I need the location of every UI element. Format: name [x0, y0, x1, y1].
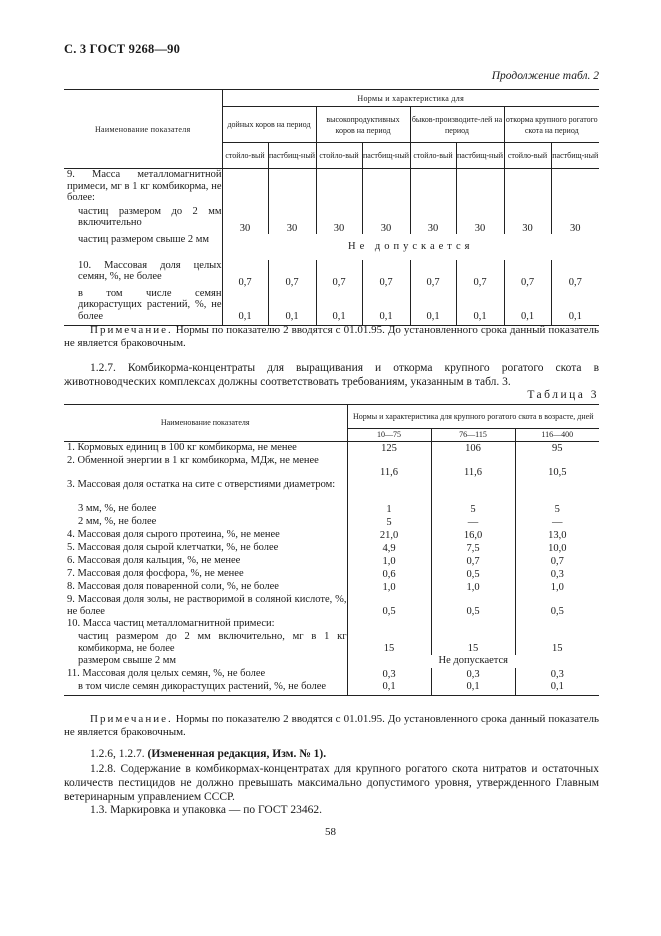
- table-row: [64, 618, 599, 631]
- col-header-norms: Нормы и характеристика для: [222, 90, 599, 107]
- page-number: 58: [325, 826, 336, 838]
- cell: 1,0: [347, 555, 431, 568]
- table-row: [64, 668, 599, 681]
- sub-header: пастбищ-ный: [456, 143, 504, 169]
- cell: 16,0: [431, 529, 515, 542]
- row-label: частиц размером до 2 мм включительно: [78, 205, 222, 228]
- cell: 0,1: [515, 681, 599, 696]
- cell: 0,5: [431, 594, 515, 618]
- cell: 0,6: [347, 568, 431, 581]
- cell: —: [515, 516, 599, 529]
- table-row: [64, 542, 599, 555]
- cell: 0,7: [504, 260, 551, 288]
- table-3: [64, 404, 599, 696]
- cell: [347, 479, 431, 503]
- cell: 0,7: [551, 260, 599, 288]
- cell: —: [431, 516, 515, 529]
- table-row: [64, 555, 599, 568]
- cell: [347, 618, 431, 631]
- merged-cell: Не допускается: [347, 655, 599, 668]
- row-label: 8. Массовая доля поваренной соли, %, не более: [67, 580, 279, 592]
- edit-note: (Измененная редакция, Изм. № 1).: [147, 748, 327, 760]
- edit-ref: 1.2.6, 1.2.7.: [90, 748, 148, 760]
- age-header: 116—400: [515, 429, 599, 442]
- table-row: [64, 631, 599, 655]
- cell: 0,3: [431, 668, 515, 681]
- cell: 30: [410, 206, 456, 234]
- group-header: высокопродуктивных коров на период: [316, 107, 410, 143]
- cell: 5: [347, 516, 431, 529]
- cell: 15: [347, 631, 431, 655]
- row-label: 11. Массовая доля целых семян, %, не более: [67, 667, 266, 679]
- paragraph-edit: [64, 747, 599, 761]
- sub-header: пастбищ-ный: [551, 143, 599, 169]
- cell: 13,0: [515, 529, 599, 542]
- sub-header: пастбищ-ный: [268, 143, 316, 169]
- row-label: в том числе семян дикорастущих растений, %, не более: [64, 288, 222, 326]
- table-row: [64, 169, 599, 206]
- table-row: [64, 581, 599, 594]
- cell: 0,3: [347, 668, 431, 681]
- cell: 0,7: [431, 555, 515, 568]
- cell: 0,1: [431, 681, 515, 696]
- sub-header: стойло-вый: [410, 143, 456, 169]
- cell: 0,1: [456, 288, 504, 326]
- cell: 0,1: [316, 288, 362, 326]
- group-header: быков-производите-лей на период: [410, 107, 504, 143]
- cell: 15: [431, 631, 515, 655]
- cell: 0,7: [268, 260, 316, 288]
- cell: 0,7: [362, 260, 410, 288]
- cell: 5: [515, 503, 599, 516]
- cell: 30: [362, 206, 410, 234]
- cell: 0,7: [222, 260, 268, 288]
- paragraph-1-2-8: 1.2.8. Содержание в комбикормах-концентратах для крупного рогатого скота нитратов и остаточных количеств пестицидов не должно превышать максимально допустимого уровня, утвержденного Главным ветеринарным управлением СССР.: [64, 763, 599, 803]
- row-label: 3. Массовая доля остатка на сите с отверстиями диаметром:: [67, 478, 336, 490]
- table-row: [64, 568, 599, 581]
- cell: 0,3: [515, 568, 599, 581]
- row-label: 2. Обменной энергии в 1 кг комбикорма, МДж, не менее: [67, 454, 319, 466]
- row-label: 9. Масса металломагнитной примеси, мг в 1 кг комбикорма, не более:: [67, 169, 222, 203]
- table-row: [64, 206, 599, 234]
- cell: 0,5: [515, 594, 599, 618]
- cell: 7,5: [431, 542, 515, 555]
- cell: 21,0: [347, 529, 431, 542]
- sub-header: стойло-вый: [222, 143, 268, 169]
- row-label: частиц размером до 2 мм включительно, мг в 1 кг комбикорма, не более: [78, 630, 347, 654]
- cell: 30: [222, 206, 268, 234]
- cell: 30: [504, 206, 551, 234]
- sub-header: пастбищ-ный: [362, 143, 410, 169]
- col-header-name: Наименование показателя: [64, 90, 222, 169]
- sub-header: стойло-вый: [316, 143, 362, 169]
- cell: 0,1: [504, 288, 551, 326]
- col-header-name: Наименование показателя: [64, 405, 347, 442]
- cell: 0,7: [456, 260, 504, 288]
- table-row: [64, 479, 599, 503]
- cell: 1,0: [431, 581, 515, 594]
- group-header: дойных коров на период: [222, 107, 316, 143]
- table-row: [64, 442, 599, 455]
- cell: 0,1: [551, 288, 599, 326]
- table-3-note: [64, 713, 599, 739]
- cell: 0,1: [362, 288, 410, 326]
- table-row: [64, 655, 599, 668]
- cell: 1,0: [515, 581, 599, 594]
- note-text: Нормы по показателю 2 вводятся с 01.01.95. До установленного срока данный показатель не является браковочным.: [64, 713, 599, 738]
- cell: 5: [431, 503, 515, 516]
- age-header: 10—75: [347, 429, 431, 442]
- cell: 0,1: [268, 288, 316, 326]
- note-text: Нормы по показателю 2 вводятся с 01.01.95. До установленного срока данный показатель не является браковочным.: [64, 324, 599, 349]
- cell: 0,1: [222, 288, 268, 326]
- cell: 1,0: [347, 581, 431, 594]
- cell: 125: [347, 442, 431, 455]
- row-label: 5. Массовая доля сырой клетчатки, %, не более: [67, 541, 279, 553]
- cell: 30: [456, 206, 504, 234]
- cell: 95: [515, 442, 599, 455]
- cell: 0,1: [410, 288, 456, 326]
- paragraph-1-3: 1.3. Маркировка и упаковка — по ГОСТ 23462.: [90, 804, 323, 816]
- cell: 11,6: [347, 455, 431, 479]
- table-row: [64, 455, 599, 479]
- cell: [515, 479, 599, 503]
- note-label: Примечание.: [90, 713, 173, 725]
- cell: 0,1: [347, 681, 431, 696]
- cell: 10,0: [515, 542, 599, 555]
- cell: 0,7: [410, 260, 456, 288]
- row-label: 9. Массовая доля золы, не растворимой в соляной кислоте, %, не более: [67, 593, 347, 617]
- table-row: [64, 503, 599, 516]
- col-header-norms: Нормы и характеристика для крупного рогатого скота в возрасте, дней: [347, 405, 599, 429]
- row-label: 7. Массовая доля фосфора, %, не менее: [67, 567, 244, 579]
- cell: 30: [551, 206, 599, 234]
- row-label: 10. Массовая доля целых семян, %, не более: [78, 259, 222, 282]
- row-label: 1. Кормовых единиц в 100 кг комбикорма, не менее: [67, 442, 297, 453]
- row-label: 4. Массовая доля сырого протеина, %, не менее: [67, 528, 280, 540]
- cell: 0,5: [431, 568, 515, 581]
- table-row: [64, 516, 599, 529]
- cell: 10,5: [515, 455, 599, 479]
- row-label: 2 мм, %, не более: [78, 515, 157, 527]
- table-row: [64, 260, 599, 288]
- table-row: [64, 594, 599, 618]
- age-header: 76—115: [431, 429, 515, 442]
- merged-cell: Не допускается: [222, 234, 599, 260]
- sub-header: стойло-вый: [504, 143, 551, 169]
- row-label: частиц размером свыше 2 мм: [78, 233, 210, 245]
- cell: 30: [316, 206, 362, 234]
- table-row: [64, 288, 599, 326]
- table-2-note: [64, 324, 599, 350]
- row-label: 6. Массовая доля кальция, %, не менее: [67, 554, 241, 566]
- paragraph-1-2-7: 1.2.7. Комбикорма-концентраты для выращивания и откорма крупного рогатого скота в животноводческих комплексах должны соответствовать требованиям, указанным в табл. 3.: [64, 362, 599, 388]
- cell: [431, 618, 515, 631]
- group-header: откорма крупного рогатого скота на период: [504, 107, 599, 143]
- table-row: [64, 681, 599, 696]
- table-3-caption: Таблица 3: [527, 389, 599, 401]
- cell: 0,5: [347, 594, 431, 618]
- page-header: С. 3 ГОСТ 9268—90: [64, 42, 181, 56]
- row-label: 3 мм, %, не более: [78, 502, 157, 514]
- table-continuation-label: Продолжение табл. 2: [491, 70, 599, 82]
- cell: 15: [515, 631, 599, 655]
- cell: 0,7: [515, 555, 599, 568]
- cell: 30: [268, 206, 316, 234]
- cell: 106: [431, 442, 515, 455]
- cell: 0,3: [515, 668, 599, 681]
- row-label: в том числе семян дикорастущих растений, %, не более: [64, 681, 347, 696]
- row-label: 10. Масса частиц металломагнитной примеси:: [67, 617, 275, 629]
- cell: [431, 479, 515, 503]
- table-2: [64, 89, 599, 326]
- cell: [515, 618, 599, 631]
- cell: 11,6: [431, 455, 515, 479]
- cell: 1: [347, 503, 431, 516]
- row-label: размером свыше 2 мм: [78, 654, 176, 666]
- table-row: [64, 234, 599, 260]
- cell: 0,7: [316, 260, 362, 288]
- table-row: [64, 529, 599, 542]
- cell: 4,9: [347, 542, 431, 555]
- note-label: Примечание.: [90, 324, 173, 336]
